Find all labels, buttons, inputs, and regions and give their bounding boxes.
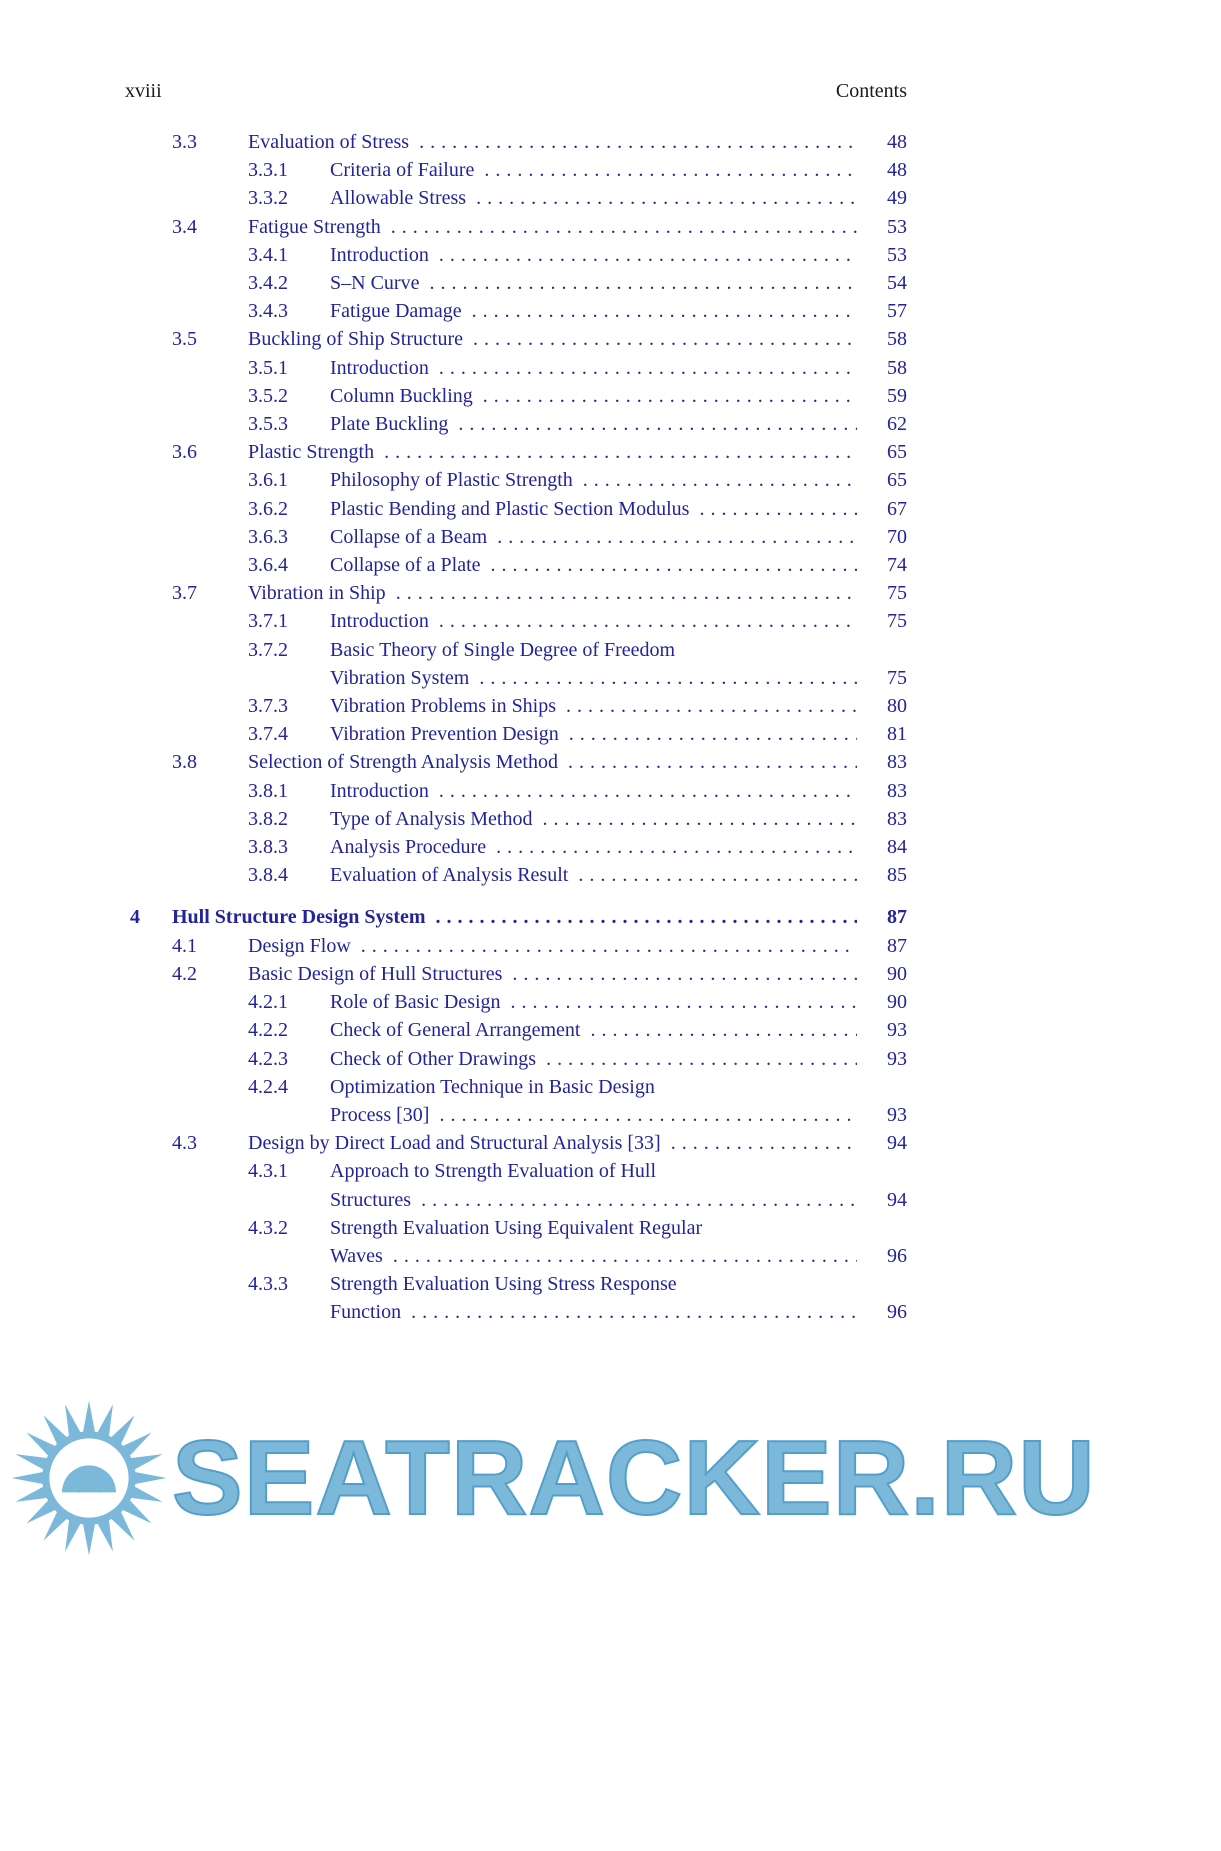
toc-title: Plastic Bending and Plastic Section Modulus: [330, 497, 690, 520]
toc-row: [125, 932, 907, 960]
toc-number: 3.4.1: [248, 243, 288, 266]
toc-page-number: 59: [887, 384, 907, 407]
toc-number: 3.7: [172, 582, 197, 605]
toc-title: Column Buckling: [330, 384, 473, 407]
toc-row: [125, 777, 907, 805]
dot-leader: [429, 269, 857, 297]
dot-leader: [439, 607, 857, 635]
toc-page-number: 54: [887, 272, 907, 295]
dot-leader: [473, 325, 857, 353]
dot-leader: [511, 988, 857, 1016]
toc-page-number: 94: [887, 1188, 907, 1211]
sun-logo-icon: [8, 1392, 170, 1564]
toc-title: Evaluation of Stress: [248, 131, 410, 153]
toc-number: 3.3.2: [248, 187, 288, 210]
toc-number: 4.2.2: [248, 1019, 288, 1042]
dot-leader: [439, 241, 857, 269]
watermark: [8, 1392, 1096, 1564]
toc-row: [125, 213, 907, 241]
dot-leader: [590, 1016, 857, 1044]
toc-page-number: 74: [887, 554, 907, 577]
dot-leader: [479, 664, 857, 692]
dot-leader: [497, 523, 857, 551]
toc-page-number: 93: [887, 1019, 907, 1042]
toc-number: 4.2: [172, 962, 197, 985]
dot-leader: [396, 579, 857, 607]
dot-leader: [699, 495, 857, 523]
toc-page-number: 65: [887, 441, 907, 464]
toc-number: 3.5: [172, 328, 197, 351]
toc-number: 3.8.4: [248, 864, 288, 887]
dot-leader: [421, 1186, 857, 1214]
toc-row: [125, 269, 907, 297]
toc-page-number: 58: [887, 328, 907, 351]
toc-page-number: 53: [887, 215, 907, 238]
toc-number: 3.6.4: [248, 554, 288, 577]
toc-row: [125, 692, 907, 720]
toc-row: [125, 156, 907, 184]
toc-title: Fatigue Damage: [330, 300, 462, 323]
dot-leader: [439, 354, 857, 382]
toc-number: 3.5.2: [248, 384, 288, 407]
toc-title: Buckling of Ship Structure: [248, 328, 463, 351]
toc-title: Structures: [330, 1188, 412, 1211]
toc-row: [330, 1242, 907, 1270]
toc-title: Philosophy of Plastic Strength: [330, 469, 573, 492]
toc-page-number: 48: [887, 131, 907, 153]
toc-row: [125, 636, 907, 664]
toc-row: [125, 805, 907, 833]
toc-page-number: 75: [887, 610, 907, 633]
toc-page-number: 83: [887, 751, 907, 774]
dot-leader: [566, 692, 857, 720]
toc-row: [125, 607, 907, 635]
toc-row: [125, 988, 907, 1016]
toc-page-number: 75: [887, 666, 907, 689]
dot-leader: [384, 438, 857, 466]
dot-leader: [476, 184, 857, 212]
dot-leader: [542, 805, 857, 833]
toc-title: Approach to Strength Evaluation of Hull: [330, 1160, 657, 1183]
dot-leader: [393, 1242, 857, 1270]
toc-row: [125, 1129, 907, 1157]
dot-leader: [483, 382, 857, 410]
toc-number: 4.3.1: [248, 1160, 288, 1183]
toc-title: Strength Evaluation Using Equivalent Regular: [330, 1216, 703, 1239]
toc-title: Fatigue Strength: [248, 215, 381, 238]
toc-page-number: 93: [887, 1103, 907, 1126]
toc-page-number: 85: [887, 864, 907, 887]
toc-number: 4.1: [172, 934, 197, 957]
toc-row: [125, 410, 907, 438]
toc-title: Waves: [330, 1244, 383, 1267]
toc-number: 3.8.3: [248, 836, 288, 859]
toc-page-number: 83: [887, 779, 907, 802]
toc-page-number: 67: [887, 497, 907, 520]
page-number-label: xviii: [125, 80, 162, 102]
toc-row: [125, 523, 907, 551]
toc-page-number: 57: [887, 300, 907, 323]
toc-row: [125, 466, 907, 494]
dot-leader: [671, 1129, 857, 1157]
toc-page-number: 58: [887, 356, 907, 379]
toc-number: 3.6.1: [248, 469, 288, 492]
toc-row: [125, 297, 907, 325]
toc-page-number: 83: [887, 807, 907, 830]
toc-row: [125, 748, 907, 776]
toc-list: [125, 128, 907, 1327]
toc-number: 3.7.1: [248, 610, 288, 633]
toc-title: Check of Other Drawings: [330, 1047, 537, 1070]
header-title: Contents: [835, 80, 907, 102]
dot-leader: [436, 903, 857, 931]
toc-row: [125, 960, 907, 988]
toc-title: Plate Buckling: [330, 413, 449, 436]
toc-page-number: 84: [887, 836, 907, 859]
toc-number: 3.7.2: [248, 638, 288, 661]
toc-page-number: 93: [887, 1047, 907, 1070]
toc-row: [330, 1101, 907, 1129]
toc-title: Introduction: [330, 610, 429, 633]
toc-number: 3.5.1: [248, 356, 288, 379]
toc-title: S–N Curve: [330, 272, 420, 295]
toc-title: Allowable Stress: [330, 187, 467, 210]
toc-row: [125, 1270, 907, 1298]
dot-leader: [578, 861, 857, 889]
toc-number: 3.6.3: [248, 525, 288, 548]
toc-title: Vibration Problems in Ships: [330, 695, 557, 718]
toc-number: 3.6.2: [248, 497, 288, 520]
toc-row: [125, 1016, 907, 1044]
dot-leader: [411, 1298, 857, 1326]
toc-number: 3.8.1: [248, 779, 288, 802]
toc-page-number: 94: [887, 1132, 907, 1155]
toc-number: 3.5.3: [248, 413, 288, 436]
toc-title: Strength Evaluation Using Stress Response: [330, 1273, 677, 1296]
toc-number: 3.8: [172, 751, 197, 774]
dot-leader: [491, 551, 857, 579]
toc-number: 4.3.3: [248, 1273, 288, 1296]
toc-number: 4.2.4: [248, 1075, 288, 1098]
toc-page-number: 87: [887, 906, 907, 929]
dot-leader: [583, 466, 857, 494]
toc-row: [125, 903, 907, 931]
toc-page-number: 75: [887, 582, 907, 605]
toc-number: 3.6: [172, 441, 197, 464]
toc-title: Function: [330, 1301, 402, 1324]
toc-title: Collapse of a Beam: [330, 525, 488, 548]
toc-title: Criteria of Failure: [330, 159, 475, 182]
toc-row: [125, 354, 907, 382]
toc-number: 4.2.1: [248, 991, 288, 1014]
toc-page-number: 62: [887, 413, 907, 436]
toc-title: Collapse of a Plate: [330, 554, 481, 577]
dot-leader: [439, 777, 857, 805]
dot-leader: [458, 410, 857, 438]
toc-number: 3.3.1: [248, 159, 288, 182]
toc-title: Introduction: [330, 243, 429, 266]
toc-number: 4.2.3: [248, 1047, 288, 1070]
toc-title: Design Flow: [248, 934, 351, 957]
toc-number: 3.7.4: [248, 723, 288, 746]
toc-number: 4.3.2: [248, 1216, 288, 1239]
toc-row: [330, 664, 907, 692]
page-header: [125, 80, 907, 103]
toc-row: [125, 833, 907, 861]
toc-title: Process [30]: [330, 1103, 430, 1126]
dot-leader: [568, 748, 857, 776]
toc-row: [330, 1186, 907, 1214]
toc-row: [125, 382, 907, 410]
dot-leader: [569, 720, 857, 748]
toc-page-number: 96: [887, 1301, 907, 1324]
toc-page-number: 53: [887, 243, 907, 266]
dot-leader: [472, 297, 857, 325]
dot-leader: [512, 960, 857, 988]
toc-row: [125, 1073, 907, 1101]
toc-row: [125, 861, 907, 889]
toc-page-number: 90: [887, 962, 907, 985]
toc-row: [125, 1045, 907, 1073]
toc-page-number: 96: [887, 1244, 907, 1267]
toc-row: [125, 325, 907, 353]
watermark-text: SEATRACKER.RU: [172, 1419, 1096, 1537]
toc-page-number: 65: [887, 469, 907, 492]
dot-leader: [361, 932, 857, 960]
dot-leader: [496, 833, 857, 861]
toc-row: [330, 1298, 907, 1326]
toc-row: [125, 495, 907, 523]
toc-page-number: 90: [887, 991, 907, 1014]
toc-title: Selection of Strength Analysis Method: [248, 751, 558, 774]
toc-number: 3.7.3: [248, 695, 288, 718]
toc-title: Introduction: [330, 356, 429, 379]
toc-row: [125, 579, 907, 607]
dot-leader: [484, 156, 857, 184]
toc-row: [125, 241, 907, 269]
toc-row: [125, 551, 907, 579]
dot-leader: [546, 1045, 857, 1073]
dot-leader: [439, 1101, 857, 1129]
toc-row: [125, 1157, 907, 1185]
toc-row: [125, 720, 907, 748]
toc-page-number: 81: [887, 723, 907, 746]
dot-leader: [391, 213, 857, 241]
toc-title: Introduction: [330, 779, 429, 802]
toc-title: Optimization Technique in Basic Design: [330, 1075, 655, 1098]
toc-row: [125, 128, 907, 156]
toc-title: Design by Direct Load and Structural Analysis [33]: [248, 1132, 661, 1155]
toc-row: [125, 184, 907, 212]
toc-title: Role of Basic Design: [330, 991, 501, 1014]
toc-row: [125, 1214, 907, 1242]
toc-title: Analysis Procedure: [330, 836, 487, 859]
toc-title: Type of Analysis Method: [330, 807, 533, 830]
toc-number: 3.4.2: [248, 272, 288, 295]
toc-title: Basic Theory of Single Degree of Freedom: [330, 638, 676, 661]
toc-title: Check of General Arrangement: [330, 1019, 581, 1042]
toc-number: 3.3: [172, 131, 197, 153]
toc-title: Vibration Prevention Design: [330, 723, 559, 746]
toc-page-number: 70: [887, 525, 907, 548]
toc-page-number: 87: [887, 934, 907, 957]
toc-page-number: 49: [887, 187, 907, 210]
toc-title: Vibration System: [330, 666, 470, 689]
toc-title: Evaluation of Analysis Result: [330, 864, 569, 887]
toc-number: 3.4: [172, 215, 197, 238]
toc-title: Basic Design of Hull Structures: [248, 962, 503, 985]
toc-title: Vibration in Ship: [248, 582, 386, 605]
toc-title: Plastic Strength: [248, 441, 375, 464]
toc-page-number: 48: [887, 159, 907, 182]
toc-number: 4: [130, 906, 140, 929]
toc-title: Hull Structure Design System: [172, 906, 426, 929]
toc-page-number: 80: [887, 695, 907, 718]
toc-row: [125, 438, 907, 466]
toc-number: 4.3: [172, 1132, 197, 1155]
dot-leader: [419, 128, 857, 156]
toc-number: 3.4.3: [248, 300, 288, 323]
toc-number: 3.8.2: [248, 807, 288, 830]
